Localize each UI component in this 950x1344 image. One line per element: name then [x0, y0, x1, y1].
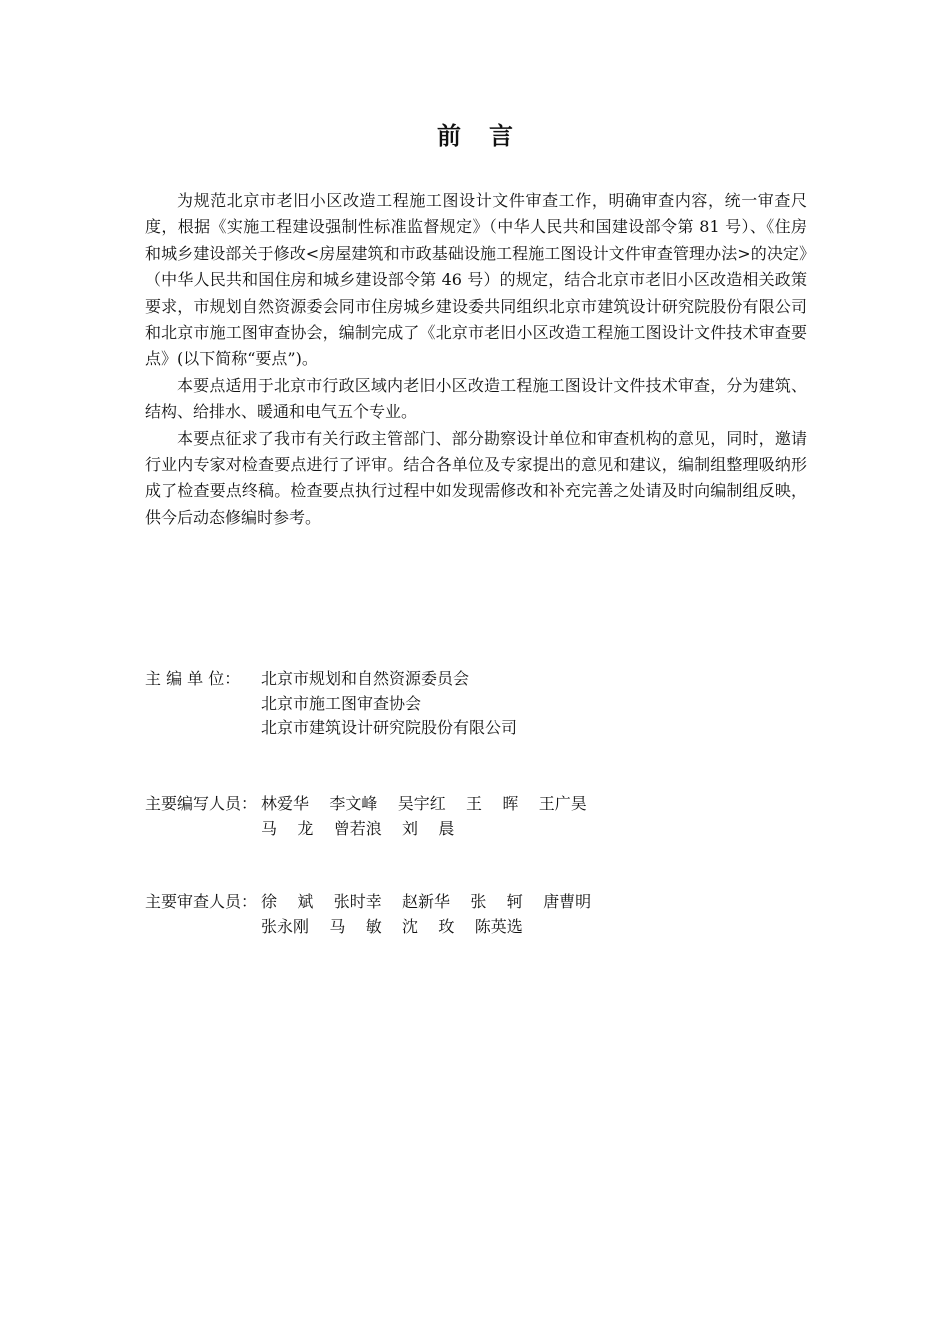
editors-list [261, 667, 517, 741]
writers-label: 主要编写人员： [145, 794, 258, 813]
editor-unit: 北京市建筑设计研究院股份有限公司 [261, 718, 518, 737]
writers-line: 马 龙 曾若浪 刘 晨 [261, 818, 455, 838]
paragraph: 本要点征求了我市有关行政主管部门、部分勘察设计单位和审查机构的意见，同时，邀请行业内专家对检查要点进行了评审。结合各单位及专家提出的意见和建议，编制组整理吸纳形成了检查要点终稿。检查要点执行过程中如发现需修改和补充完善之处请及时向编制组反映，供今后动态修编时参考。 [145, 428, 807, 527]
reviewers-line: 徐 斌 张时幸 赵新华 张 轲 唐曹明 [261, 892, 592, 911]
page-title: 前言 [437, 122, 541, 150]
writers-line: 林爱华 李文峰 吴宇红 王 晖 王广昊 [261, 794, 587, 813]
preface-body [145, 188, 807, 531]
editors-label: 主 编 单 位： [145, 669, 241, 688]
writers-list [261, 792, 587, 841]
editors-section [145, 667, 517, 741]
editor-unit: 北京市施工图审查协会 [261, 693, 422, 713]
reviewers-list [261, 890, 591, 939]
editor-unit: 北京市规划和自然资源委员会 [261, 669, 470, 688]
reviewers-section [145, 890, 591, 939]
writers-section [145, 792, 587, 841]
reviewers-label: 主要审查人员： [145, 892, 258, 911]
paragraph: 本要点适用于北京市行政区域内老旧小区改造工程施工图设计文件技术审查，分为建筑、结构、给排水、暖通和电气五个专业。 [145, 375, 807, 422]
reviewers-line: 张永刚 马 敏 沈 玫 陈英选 [261, 916, 523, 936]
paragraph: 为规范北京市老旧小区改造工程施工图设计文件审查工作，明确审查内容，统一审查尺度，根据《实施工程建设强制性标准监督规定》（中华人民共和国建设部令第 81 号）、《住房和城乡建设部关于修改<房屋建筑和市政基础设施工程施工图设计文件审查管理办法>的决定》（中华人民共和国住房和城乡建设部令第 46 号）的规定，结合北京市老旧小区改造相关政策要求，市规划自然资源委会同市住房城乡建设委共同组织北京市建筑设计研究院股份有限公司和北京市施工图审查协会，编制完成了《北京市老旧小区改造工程施工图设计文件技术审查要点》(以下简称“要点”)。 [145, 191, 807, 369]
